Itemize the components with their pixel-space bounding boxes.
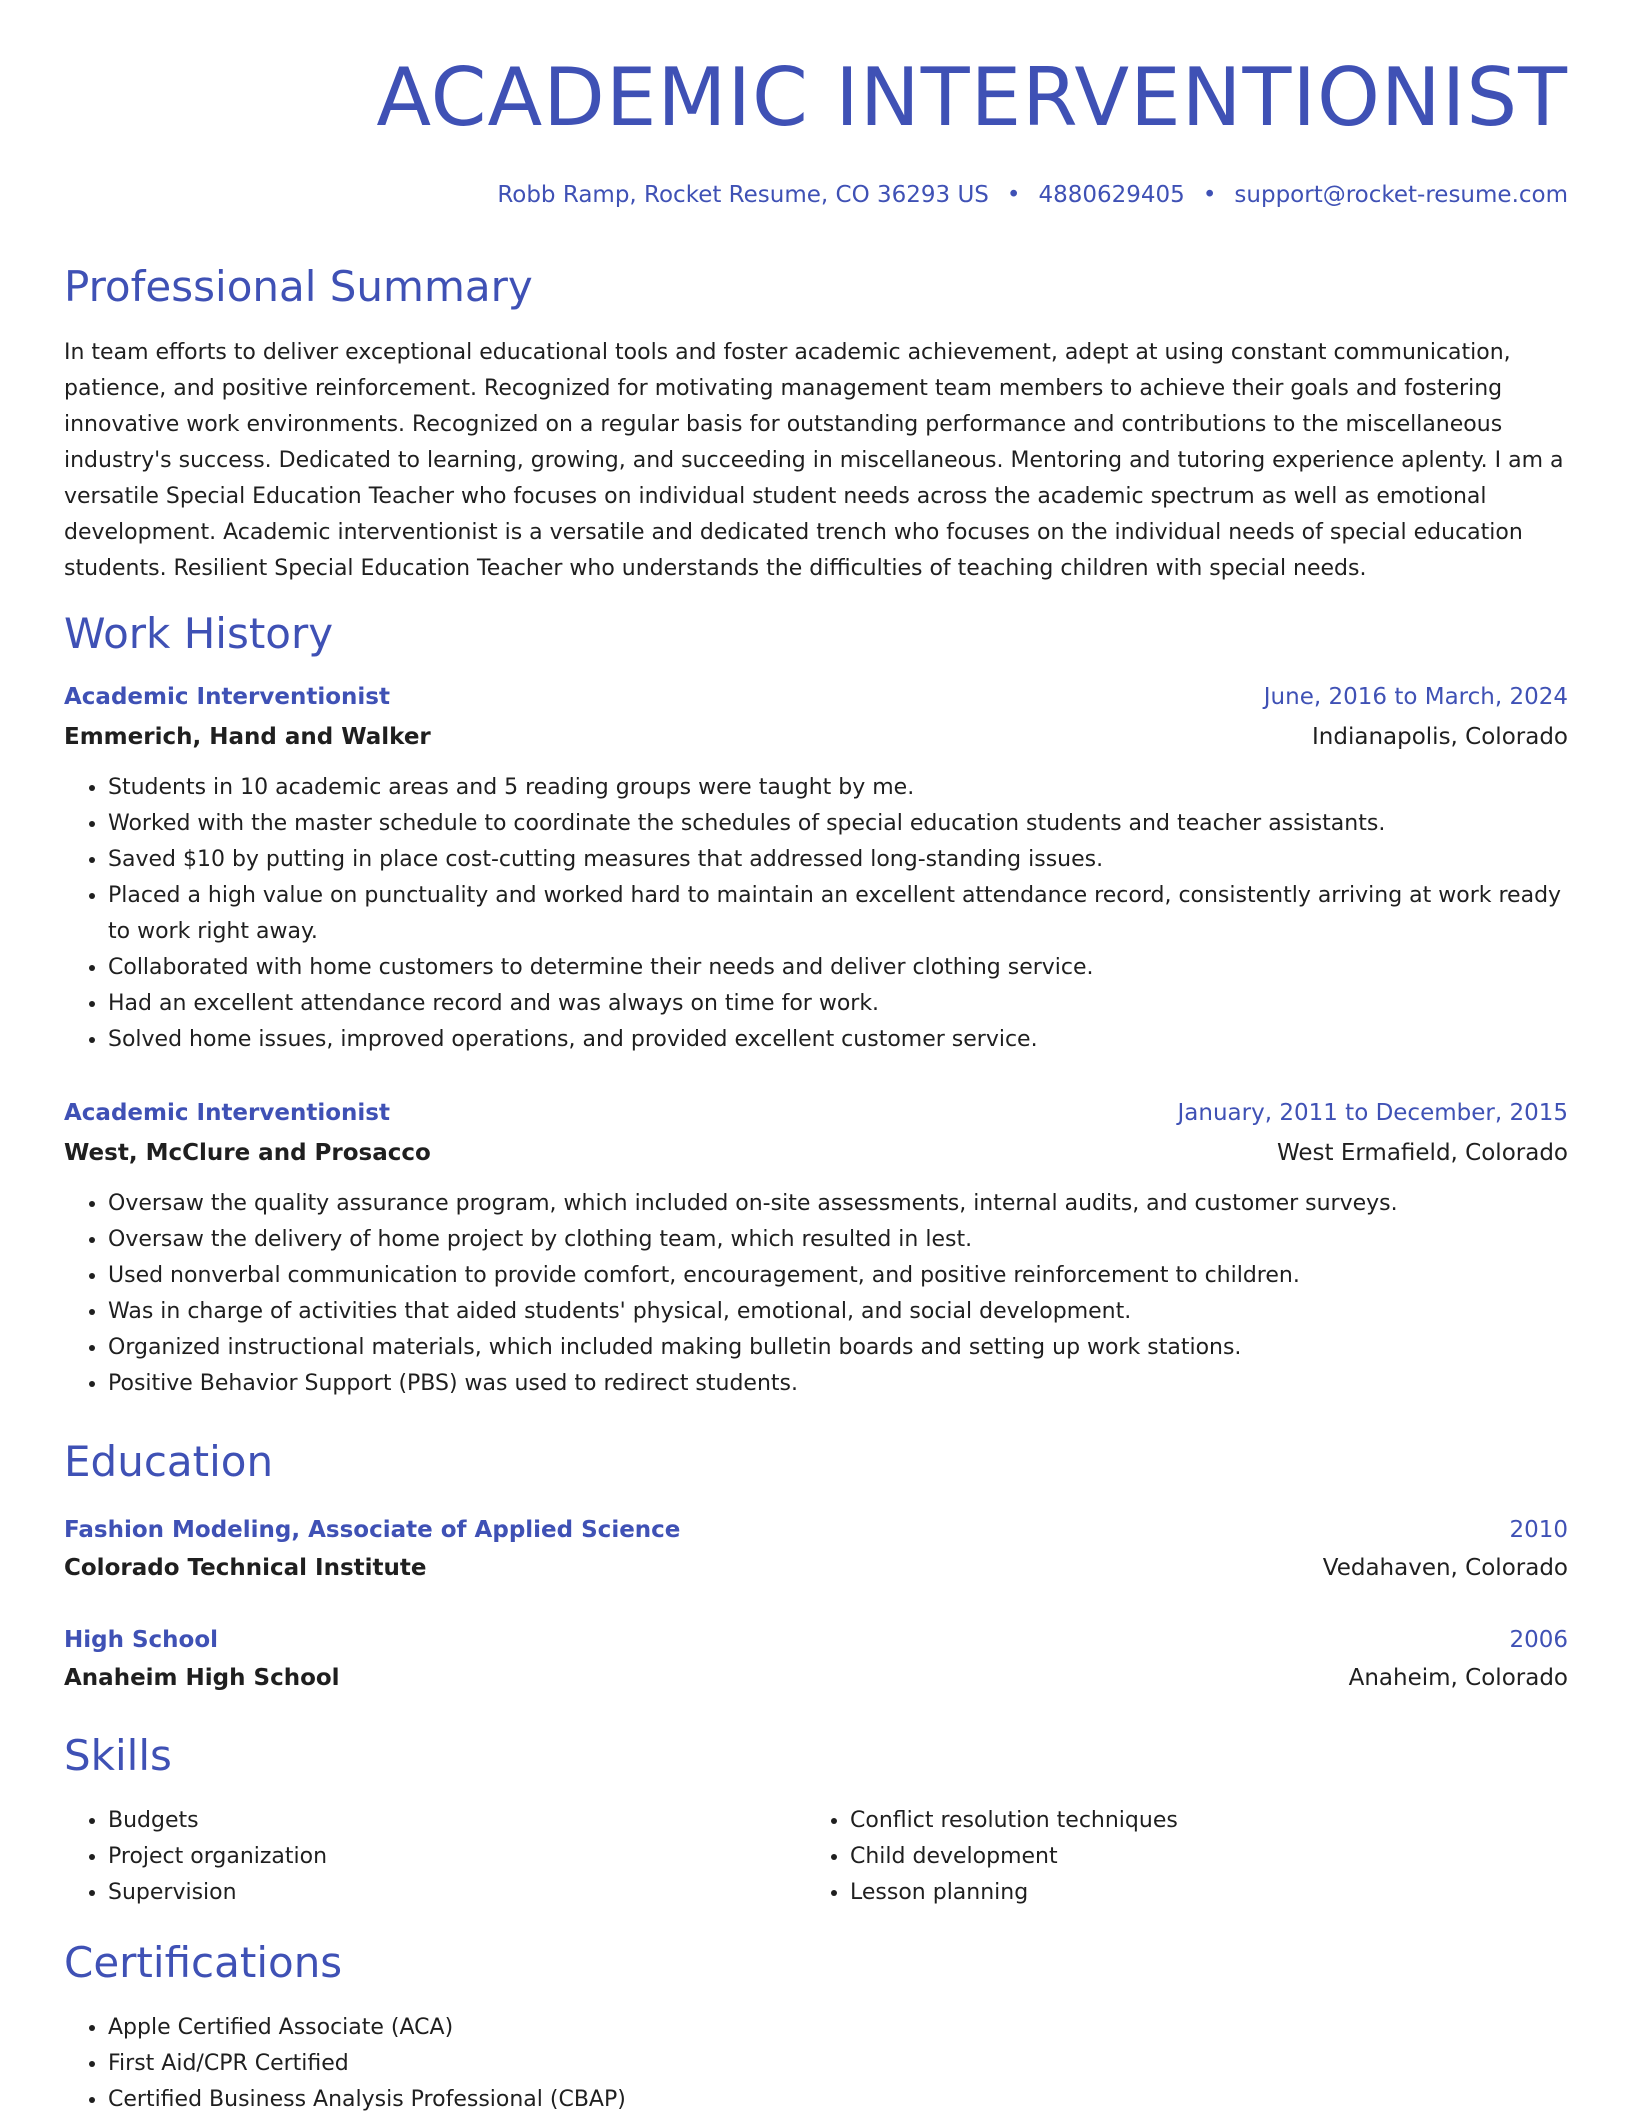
job-title: Academic Interventionist: [64, 1100, 390, 1126]
job-title: Academic Interventionist: [64, 684, 390, 710]
job-header-row: [64, 684, 1568, 712]
skill-item: • Supervision: [108, 1875, 1568, 1911]
skill-item: • Child development: [850, 1839, 1632, 1875]
education-school: Anaheim High School: [64, 1665, 340, 1691]
education-degree: Fashion Modeling, Associate of Applied Science: [64, 1517, 681, 1543]
job-bullet: • Oversaw the quality assurance program, which included on-site assessments, internal audits, and customer surveys.: [108, 1186, 1568, 1222]
job-bullet: • Oversaw the delivery of home project by clothing team, which resulted in lest.: [108, 1222, 1568, 1258]
job-dates: June, 2016 to March, 2024: [1263, 684, 1568, 710]
summary-text: In team efforts to deliver exceptional educational tools and foster academic achievement, adept at using constant communication, patience, and positive reinforcement. Recognized for motivating management team members to achieve their goals and fostering innovative work environments. Recognized on a regular basis for outstanding performance and contributions to the miscellaneous industry's success. Dedicated to learning, growing, and succeeding in miscellaneous. Mentoring and tutoring experience aplenty. I am a versatile Special Education Teacher who focuses on individual student needs across the academic spectrum as well as emotional development. Academic interventionist is a versatile and dedicated trench who focuses on the individual needs of special education students. Resilient Special Education Teacher who understands the difficulties of teaching children with special needs.: [64, 340, 1564, 581]
contact-address: Robb Ramp, Rocket Resume, CO 36293 US: [497, 182, 989, 208]
skill-item: • Lesson planning: [850, 1875, 1632, 1911]
job-company: Emmerich, Hand and Walker: [64, 724, 431, 750]
certification-item: • First Aid/CPR Certified: [108, 2046, 1568, 2082]
education-location: Anaheim, Colorado: [1348, 1665, 1568, 1691]
job-company: West, McClure and Prosacco: [64, 1140, 431, 1166]
job-location: Indianapolis, Colorado: [1312, 724, 1568, 750]
skill-item: • Conflict resolution techniques: [850, 1803, 1632, 1839]
contact-separator: •: [1006, 182, 1021, 208]
job-company-row: [64, 1140, 1568, 1168]
skill-item: • Budgets: [108, 1803, 1568, 1839]
contact-line: [497, 182, 1568, 210]
education-location: Vedahaven, Colorado: [1322, 1555, 1568, 1581]
summary-heading: Professional Summary: [64, 262, 533, 311]
education-year: 2010: [1509, 1517, 1568, 1543]
job-location: West Ermafield, Colorado: [1276, 1140, 1568, 1166]
job-bullet: • Placed a high value on punctuality and worked hard to maintain an excellent attendance record, consistently arriving at work ready to work right away.: [108, 878, 1568, 950]
contact-separator: •: [1202, 182, 1217, 208]
education-school-row: [64, 1555, 1568, 1583]
certification-item: • Apple Certified Associate (ACA): [108, 2010, 1568, 2046]
job-bullet: • Had an excellent attendance record and was always on time for work.: [108, 986, 1568, 1022]
job-header-row: [64, 1100, 1568, 1128]
education-school: Colorado Technical Institute: [64, 1555, 427, 1581]
education-heading: Education: [64, 1437, 274, 1486]
skill-item: • Project organization: [108, 1839, 1568, 1875]
job-bullet: • Students in 10 academic areas and 5 reading groups were taught by me.: [108, 770, 1568, 806]
education-degree: High School: [64, 1627, 219, 1653]
work-history-heading: Work History: [64, 609, 334, 658]
job-bullet: • Positive Behavior Support (PBS) was used to redirect students.: [108, 1366, 1568, 1402]
job-bullet-list: [64, 1186, 1568, 1402]
education-year: 2006: [1509, 1627, 1568, 1653]
job-bullet: • Organized instructional materials, which included making bulletin boards and setting up work stations.: [108, 1330, 1568, 1366]
job-bullet: • Worked with the master schedule to coordinate the schedules of special education students and teacher assistants.: [108, 806, 1568, 842]
job-company-row: [64, 724, 1568, 752]
education-school-row: [64, 1665, 1568, 1693]
job-bullet: • Was in charge of activities that aided students' physical, emotional, and social development.: [108, 1294, 1568, 1330]
certification-item: • Certified Business Analysis Professional (CBAP): [108, 2082, 1568, 2118]
job-bullet: • Saved $10 by putting in place cost-cutting measures that addressed long-standing issues.: [108, 842, 1568, 878]
certifications-heading: Certifications: [64, 1938, 343, 1987]
contact-email: support@rocket-resume.com: [1234, 182, 1568, 208]
skills-heading: Skills: [64, 1731, 172, 1780]
resume-title: ACADEMIC INTERVENTIONIST: [376, 51, 1568, 144]
job-bullet: • Solved home issues, improved operations, and provided excellent customer service.: [108, 1022, 1568, 1058]
contact-phone: 4880629405: [1038, 182, 1185, 208]
job-dates: January, 2011 to December, 2015: [1177, 1100, 1568, 1126]
job-bullet: • Used nonverbal communication to provide comfort, encouragement, and positive reinforcement to children.: [108, 1258, 1568, 1294]
education-header-row: [64, 1627, 1568, 1655]
certifications-list: [64, 2010, 1568, 2118]
job-bullet-list: [64, 770, 1568, 1058]
job-bullet: • Collaborated with home customers to determine their needs and deliver clothing service.: [108, 950, 1568, 986]
education-header-row: [64, 1517, 1568, 1545]
skills-list-right: [806, 1803, 1632, 1911]
